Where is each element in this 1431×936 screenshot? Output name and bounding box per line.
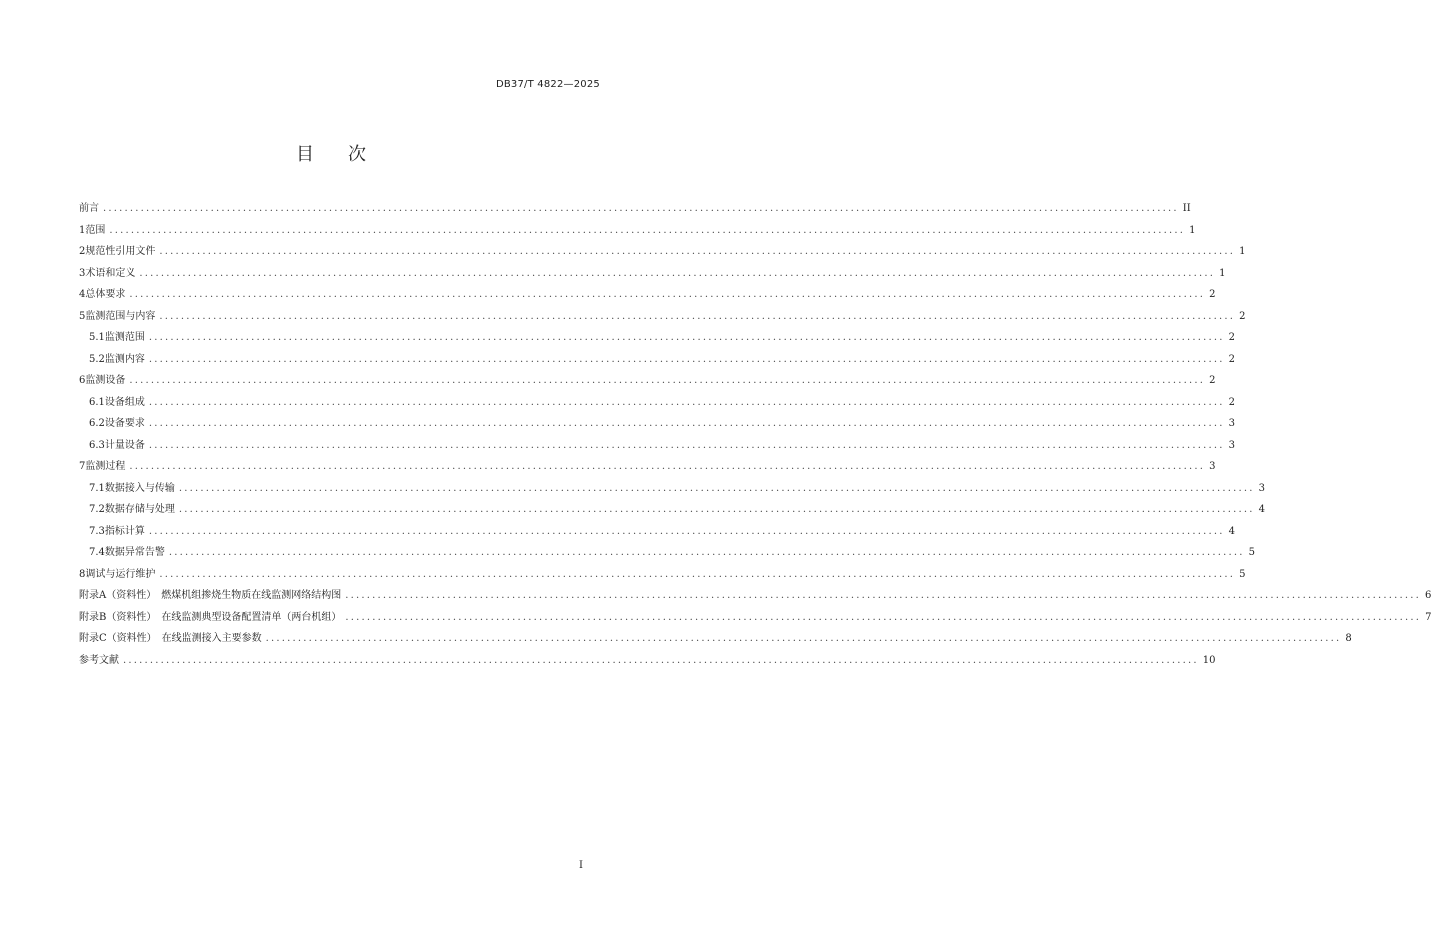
toc-entry-label: 监测设备 (85, 375, 126, 386)
toc-entry[interactable] (79, 652, 1216, 670)
dot-leader: ........................................................................................................................................................................................................ (109, 224, 1186, 236)
toc-entry-label: 数据接入与传输 (104, 482, 175, 494)
toc-entry[interactable] (79, 523, 1236, 541)
dot-leader: ........................................................................................................................................................................................................ (265, 633, 1342, 644)
page-title: 目次 (296, 144, 400, 165)
toc-entry-page: 3 (1228, 418, 1236, 429)
toc-entry-label: 监测过程 (85, 461, 126, 472)
toc-entry-number: 5 (79, 310, 86, 322)
dot-leader: ........................................................................................................................................................................................................ (148, 418, 1225, 429)
dot-leader: ........................................................................................................................................................................................................ (148, 332, 1225, 343)
dot-leader: ........................................................................................................................................................................................................ (168, 547, 1245, 558)
dot-leader: ........................................................................................................................................................................................................ (103, 203, 1179, 214)
toc-entry-page: 3 (1258, 482, 1266, 494)
dot-leader: ........................................................................................................................................................................................................ (129, 289, 1206, 300)
dot-leader: ........................................................................................................................................................................................................ (148, 353, 1225, 365)
toc-entry-label: 监测内容 (104, 353, 145, 365)
toc-entry-number: 6 (79, 375, 86, 386)
toc-entry-page: 7 (1425, 611, 1431, 623)
toc-entry[interactable] (79, 265, 1226, 283)
toc-entry-number: 8 (79, 568, 86, 580)
toc-entry-page: 10 (1202, 654, 1216, 666)
toc-entry-label: 参考文献 (79, 654, 119, 666)
toc-entry-label: 总体要求 (85, 289, 126, 300)
toc-entry-number: 4 (79, 289, 86, 300)
toc-entry[interactable] (79, 609, 1431, 627)
toc-entry-page: 2 (1209, 375, 1216, 386)
dot-leader: ........................................................................................................................................................................................................ (148, 525, 1225, 537)
dot-leader: ........................................................................................................................................................................................................ (345, 590, 1421, 601)
document-code: DB37/T 4822—2025 (495, 79, 600, 90)
toc-entry-number: 6.1 (89, 396, 105, 408)
toc-entry-number: 5.1 (89, 332, 105, 343)
toc-entry-number: 2 (79, 246, 86, 257)
toc-entry[interactable] (79, 480, 1266, 498)
dot-leader: ........................................................................................................................................................................................................ (159, 246, 1236, 257)
toc-entry-label: 前言 (79, 203, 99, 214)
toc-entry-number: 7 (79, 461, 86, 472)
toc-entry[interactable] (79, 587, 1431, 605)
toc-entry-number: 7.2 (89, 504, 105, 515)
toc-entry-label: 附录A（资料性） 燃煤机组掺烧生物质在线监测网络结构图 (79, 590, 342, 601)
toc-entry-label: 监测范围与内容 (85, 310, 156, 322)
toc-entry-number: 6.3 (89, 439, 105, 451)
toc-entry-number: 7.3 (89, 525, 105, 537)
dot-leader: ........................................................................................................................................................................................................ (129, 461, 1206, 472)
toc-entry[interactable] (79, 329, 1236, 347)
toc-entry-page: 4 (1258, 504, 1266, 515)
dot-leader: ........................................................................................................................................................................................................ (159, 310, 1236, 322)
toc-entry-number: 7.4 (89, 547, 105, 558)
toc-entry-page: 8 (1345, 633, 1352, 644)
toc-entry-page: II (1182, 203, 1191, 214)
toc-entry-label: 数据异常告警 (104, 547, 165, 558)
toc-entry-label: 调试与运行维护 (85, 568, 156, 580)
toc-entry-page: 3 (1228, 439, 1236, 451)
toc-entry-label: 指标计算 (104, 525, 145, 537)
toc-entry-page: 2 (1228, 353, 1236, 365)
toc-entry[interactable] (79, 394, 1236, 412)
toc-entry-number: 3 (79, 267, 86, 279)
toc-entry-label: 计量设备 (104, 439, 145, 451)
toc-entry[interactable] (79, 308, 1246, 326)
dot-leader: ........................................................................................................................................................................................................ (129, 375, 1206, 386)
toc-entry-label: 设备要求 (104, 418, 145, 429)
dot-leader: ........................................................................................................................................................................................................ (178, 504, 1255, 515)
toc-entry-label: 监测范围 (104, 332, 145, 343)
toc-entry-page: 1 (1219, 267, 1226, 279)
dot-leader: ........................................................................................................................................................................................................ (139, 267, 1216, 279)
dot-leader: ........................................................................................................................................................................................................ (123, 654, 1199, 666)
toc-entry[interactable] (79, 415, 1236, 433)
toc-entry-label: 术语和定义 (85, 267, 136, 279)
dot-leader: ........................................................................................................................................................................................................ (159, 568, 1236, 580)
toc-entry-label: 附录B（资料性） 在线监测典型设备配置清单（两台机组） (79, 611, 342, 623)
toc-entry-page: 2 (1209, 289, 1216, 300)
toc-entry-label: 范围 (85, 224, 106, 236)
toc-entry-page: 4 (1228, 525, 1236, 537)
toc-entry-page: 1 (1189, 224, 1196, 236)
toc-entry-page: 3 (1209, 461, 1216, 472)
toc-entry[interactable] (79, 243, 1246, 261)
toc-entry-label: 设备组成 (104, 396, 145, 408)
toc-entry-page: 5 (1248, 547, 1256, 558)
toc-entry-number: 1 (79, 224, 86, 236)
toc-entry-number: 6.2 (89, 418, 105, 429)
dot-leader: ........................................................................................................................................................................................................ (148, 396, 1225, 408)
toc-entry-label: 数据存储与处理 (104, 504, 175, 515)
dot-leader: ........................................................................................................................................................................................................ (345, 611, 1422, 623)
toc-entry[interactable] (79, 501, 1266, 519)
toc-entry[interactable] (79, 351, 1236, 369)
toc-entry-page: 5 (1239, 568, 1246, 580)
toc-entry-page: 6 (1424, 590, 1431, 601)
toc-entry-page: 2 (1228, 396, 1236, 408)
dot-leader: ........................................................................................................................................................................................................ (178, 482, 1255, 494)
toc-entry-page: 2 (1228, 332, 1236, 343)
toc-entry-page: 1 (1239, 246, 1246, 257)
toc-entry[interactable] (79, 200, 1191, 218)
toc-entry[interactable] (79, 630, 1352, 648)
toc-entry-number: 7.1 (89, 482, 105, 494)
toc-entry-number: 5.2 (89, 353, 105, 365)
toc-entry[interactable] (79, 222, 1196, 240)
toc-entry-label: 规范性引用文件 (85, 246, 156, 257)
toc-entry[interactable] (79, 372, 1216, 390)
toc-entry[interactable] (79, 566, 1246, 584)
table-of-contents (79, 200, 1431, 670)
toc-entry[interactable] (79, 458, 1216, 476)
page-number: I (579, 860, 583, 871)
dot-leader: ........................................................................................................................................................................................................ (148, 439, 1225, 451)
toc-entry[interactable] (79, 286, 1216, 304)
toc-entry[interactable] (79, 437, 1236, 455)
toc-entry-label: 附录C（资料性） 在线监测接入主要参数 (79, 633, 262, 644)
toc-entry[interactable] (79, 544, 1256, 562)
toc-entry-page: 2 (1239, 310, 1246, 322)
